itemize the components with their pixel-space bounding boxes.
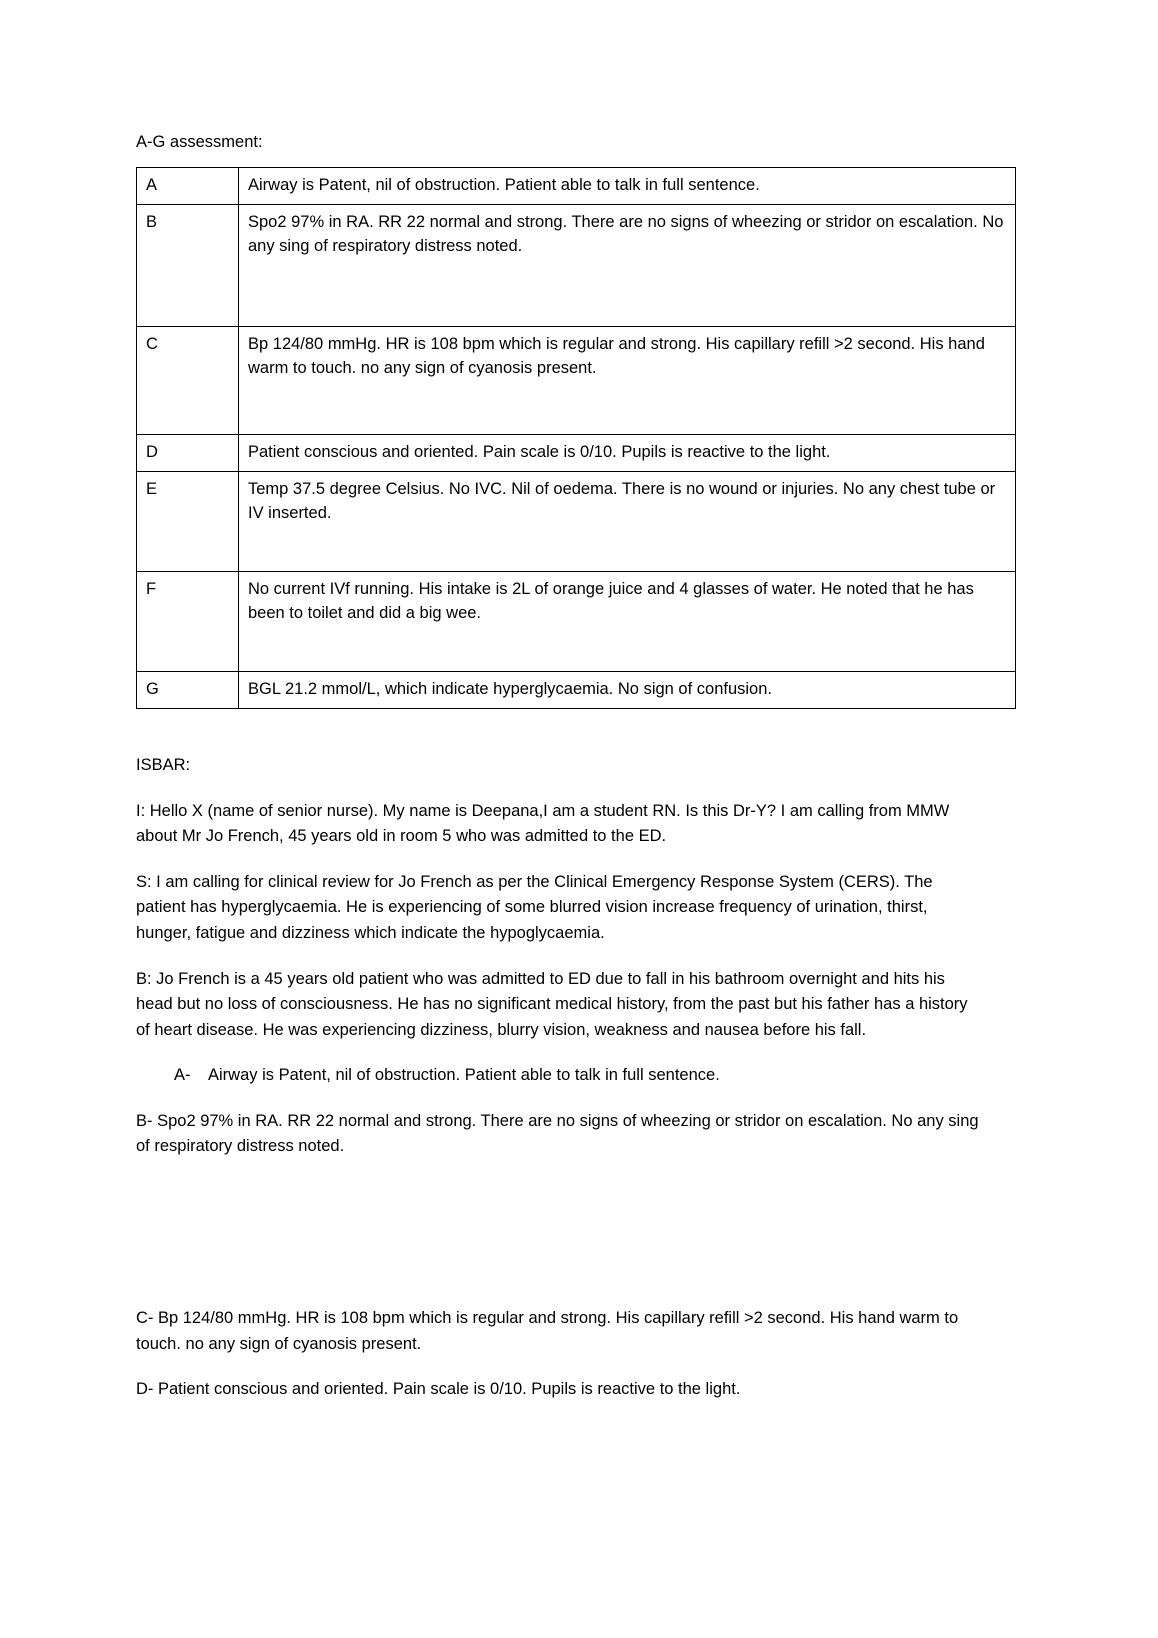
row-text: Bp 124/80 mmHg. HR is 108 bpm which is regular and strong. His capillary refill >2 second. His hand warm to touch. no any sign of cyanosis present.	[239, 327, 1016, 435]
table-row	[137, 572, 1016, 672]
blank-spacer	[136, 1160, 1022, 1306]
isbar-assessment-d-paragraph: D- Patient conscious and oriented. Pain scale is 0/10. Pupils is reactive to the light.	[136, 1380, 741, 1399]
table-row	[137, 435, 1016, 472]
isbar-assessment-a-item	[136, 1063, 984, 1089]
isbar-background-paragraph: B: Jo French is a 45 years old patient who was admitted to ED due to fall in his bathroom overnight and hits his head but no loss of consciousness. He has no significant medical history, from the past but his father has a history of heart disease. He was experiencing dizziness, blurry vision, weakness and nausea before his fall.	[136, 969, 968, 1039]
row-text: No current IVf running. His intake is 2L of orange juice and 4 glasses of water. He noted that he has been to toilet and did a big wee.	[239, 572, 1016, 672]
row-letter: C	[137, 327, 239, 435]
table-row	[137, 168, 1016, 205]
page-title: A-G assessment:	[136, 133, 263, 151]
row-letter: E	[137, 472, 239, 572]
row-text: Patient conscious and oriented. Pain scale is 0/10. Pupils is reactive to the light.	[239, 435, 1016, 472]
row-text: BGL 21.2 mmol/L, which indicate hyperglycaemia. No sign of confusion.	[239, 672, 1016, 709]
row-text: Airway is Patent, nil of obstruction. Patient able to talk in full sentence.	[239, 168, 1016, 205]
isbar-assessment-b-paragraph: B- Spo2 97% in RA. RR 22 normal and strong. There are no signs of wheezing or stridor on escalation. No any sing of respiratory distress noted.	[136, 1111, 979, 1156]
row-letter: A	[137, 168, 239, 205]
isbar-assessment-a-text: Airway is Patent, nil of obstruction. Patient able to talk in full sentence.	[208, 1066, 720, 1085]
isbar-situation-paragraph: S: I am calling for clinical review for Jo French as per the Clinical Emergency Response System (CERS). The patient has hyperglycaemia. He is experiencing of some blurred vision increase frequency of urination, thirst, hunger, fatigue and dizziness which indicate the hypoglycaemia.	[136, 872, 933, 943]
table-row	[137, 672, 1016, 709]
isbar-identify-paragraph: I: Hello X (name of senior nurse). My name is Deepana,I am a student RN. Is this Dr-Y? I am calling from MMW about Mr Jo French, 45 years old in room 5 who was admitted to the ED.	[136, 801, 950, 846]
table-row	[137, 205, 1016, 327]
list-marker: A-	[174, 1066, 191, 1085]
isbar-assessment-c-paragraph: C- Bp 124/80 mmHg. HR is 108 bpm which is regular and strong. His capillary refill >2 second. His hand warm to touch. no any sign of cyanosis present.	[136, 1308, 959, 1353]
row-text: Temp 37.5 degree Celsius. No IVC. Nil of oedema. There is no wound or injuries. No any chest tube or IV inserted.	[239, 472, 1016, 572]
ag-assessment-table	[136, 167, 1016, 709]
table-row	[137, 327, 1016, 435]
row-text: Spo2 97% in RA. RR 22 normal and strong. There are no signs of wheezing or stridor on escalation. No any sing of respiratory distress noted.	[239, 205, 1016, 327]
isbar-heading: ISBAR:	[136, 756, 191, 775]
table-row	[137, 472, 1016, 572]
row-letter: G	[137, 672, 239, 709]
row-letter: D	[137, 435, 239, 472]
table-body	[137, 168, 1016, 709]
row-letter: B	[137, 205, 239, 327]
row-letter: F	[137, 572, 239, 672]
